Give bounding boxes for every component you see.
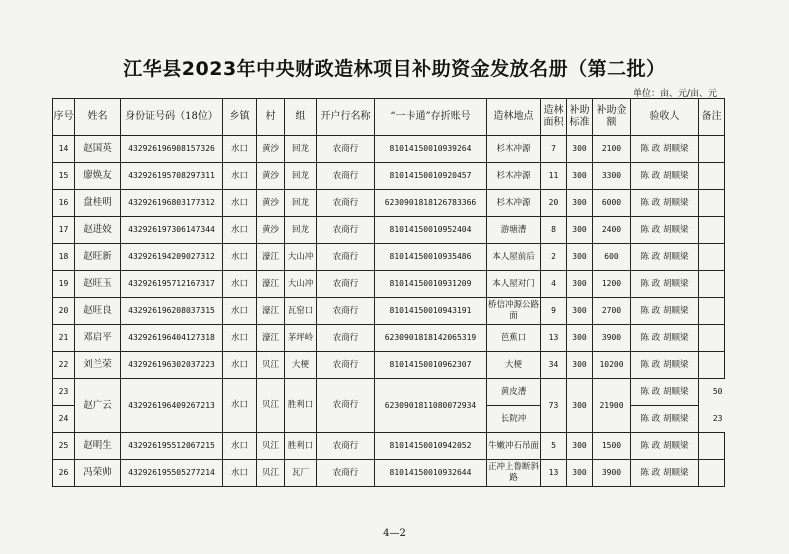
cell-rate: 300 bbox=[567, 163, 593, 190]
header-cell: 备注 bbox=[699, 99, 725, 136]
cell-inspector: 陈 政 胡顺梁 bbox=[631, 190, 699, 217]
cell-no: 16 bbox=[53, 190, 75, 217]
cell-no: 26 bbox=[53, 460, 75, 487]
cell-area: 8 bbox=[541, 217, 567, 244]
cell-inspector: 陈 政 胡顺梁 bbox=[631, 271, 699, 298]
cell-rate: 300 bbox=[567, 433, 593, 460]
cell-location: 本人屋对门 bbox=[487, 271, 541, 298]
cell-amount: 2400 bbox=[593, 217, 631, 244]
cell-inspector: 陈 政 胡顺梁 bbox=[631, 136, 699, 163]
table-row bbox=[53, 244, 725, 271]
cell-no: 17 bbox=[53, 217, 75, 244]
table-row bbox=[53, 136, 725, 163]
cell-town: 水口 bbox=[223, 244, 257, 271]
header-cell: 补助标准 bbox=[567, 99, 593, 136]
cell-location: 牛嫩冲石吊面 bbox=[487, 433, 541, 460]
cell-location: 桥信冲源公路面 bbox=[487, 298, 541, 325]
cell-location: 大梗 bbox=[487, 352, 541, 379]
cell-name: 赵旺良 bbox=[75, 298, 121, 325]
cell-group: 回龙 bbox=[285, 217, 317, 244]
cell-account: 6230901811080072934 bbox=[375, 379, 487, 433]
cell-area: 11 bbox=[541, 163, 567, 190]
cell-no: 24 bbox=[53, 406, 75, 433]
cell-inspector: 陈 政 胡顺梁 bbox=[631, 244, 699, 271]
cell-name: 赵旺新 bbox=[75, 244, 121, 271]
cell-id: 432926196908157326 bbox=[121, 136, 223, 163]
table-body bbox=[53, 136, 725, 487]
cell-rate: 300 bbox=[567, 379, 593, 433]
cell-inspector: 陈 政 胡顺梁 bbox=[631, 217, 699, 244]
cell-no: 25 bbox=[53, 433, 75, 460]
header-cell: 造林面积 bbox=[541, 99, 567, 136]
cell-town: 水口 bbox=[223, 136, 257, 163]
cell-name: 赵广云 bbox=[75, 379, 121, 433]
cell-village: 贝江 bbox=[257, 433, 285, 460]
header-cell: 造林地点 bbox=[487, 99, 541, 136]
table-row bbox=[53, 298, 725, 325]
cell-area: 2 bbox=[541, 244, 567, 271]
cell-account: 81014150010962307 bbox=[375, 352, 487, 379]
cell-location: 游塘漕 bbox=[487, 217, 541, 244]
cell-inspector: 陈 政 胡顺梁 bbox=[631, 433, 699, 460]
cell-rate: 300 bbox=[567, 217, 593, 244]
cell-group: 回龙 bbox=[285, 136, 317, 163]
cell-account: 81014150010943191 bbox=[375, 298, 487, 325]
table-row bbox=[53, 163, 725, 190]
cell-bank: 农商行 bbox=[317, 460, 375, 487]
cell-bank: 农商行 bbox=[317, 163, 375, 190]
cell-name: 赵国英 bbox=[75, 136, 121, 163]
cell-no: 23 bbox=[53, 379, 75, 406]
header-cell: 开户行名称 bbox=[317, 99, 375, 136]
header-cell: 村 bbox=[257, 99, 285, 136]
cell-name: 赵旺玉 bbox=[75, 271, 121, 298]
cell-amount: 21900 bbox=[593, 379, 631, 433]
cell-account: 81014150010935486 bbox=[375, 244, 487, 271]
header-cell: 序号 bbox=[53, 99, 75, 136]
cell-name: 赵明生 bbox=[75, 433, 121, 460]
cell-account: 81014150010920457 bbox=[375, 163, 487, 190]
cell-group: 瓦厂 bbox=[285, 460, 317, 487]
cell-remark: 23 bbox=[712, 413, 723, 423]
cell-name: 冯荣帅 bbox=[75, 460, 121, 487]
cell-village: 贝江 bbox=[257, 460, 285, 487]
cell-village: 黄沙 bbox=[257, 217, 285, 244]
cell-area: 13 bbox=[541, 325, 567, 352]
cell-area: 34 bbox=[541, 352, 567, 379]
cell-amount: 3900 bbox=[593, 460, 631, 487]
cell-remark bbox=[699, 190, 725, 217]
cell-location: 正冲上鲁断斜路 bbox=[487, 460, 541, 487]
cell-group: 胜利口 bbox=[285, 433, 317, 460]
cell-id: 432926196302037223 bbox=[121, 352, 223, 379]
cell-inspector: 陈 政 胡顺梁 bbox=[631, 163, 699, 190]
table-row bbox=[53, 271, 725, 298]
cell-town: 水口 bbox=[223, 190, 257, 217]
cell-rate: 300 bbox=[567, 460, 593, 487]
cell-account: 81014150010952404 bbox=[375, 217, 487, 244]
cell-remark bbox=[699, 433, 725, 460]
cell-area: 9 bbox=[541, 298, 567, 325]
cell-rate: 300 bbox=[567, 136, 593, 163]
cell-area: 20 bbox=[541, 190, 567, 217]
cell-town: 水口 bbox=[223, 352, 257, 379]
cell-amount: 3300 bbox=[593, 163, 631, 190]
cell-village: 濠江 bbox=[257, 325, 285, 352]
cell-inspector: 陈 政 胡顺梁 bbox=[631, 460, 699, 487]
table-row bbox=[53, 352, 725, 379]
cell-name: 刘兰荣 bbox=[75, 352, 121, 379]
cell-rate: 300 bbox=[567, 271, 593, 298]
cell-remark bbox=[699, 271, 725, 298]
cell-town: 水口 bbox=[223, 433, 257, 460]
cell-group: 瓦窑口 bbox=[285, 298, 317, 325]
cell-name: 盘桂明 bbox=[75, 190, 121, 217]
cell-remark bbox=[699, 163, 725, 190]
header-cell: 补助金额 bbox=[593, 99, 631, 136]
cell-area: 4 bbox=[541, 271, 567, 298]
cell-no: 19 bbox=[53, 271, 75, 298]
cell-inspector: 陈 政 胡顺梁 bbox=[631, 352, 699, 379]
cell-id: 432926196803177312 bbox=[121, 190, 223, 217]
cell-location: 杉木冲源 bbox=[487, 163, 541, 190]
cell-id: 432926195708297311 bbox=[121, 163, 223, 190]
cell-account: 81014150010931209 bbox=[375, 271, 487, 298]
cell-group: 大山冲 bbox=[285, 271, 317, 298]
cell-name: 赵进姣 bbox=[75, 217, 121, 244]
cell-town: 水口 bbox=[223, 460, 257, 487]
cell-bank: 农商行 bbox=[317, 217, 375, 244]
cell-village: 贝江 bbox=[257, 352, 285, 379]
table-row bbox=[53, 325, 725, 352]
table-header-row bbox=[53, 99, 725, 136]
cell-amount: 6000 bbox=[593, 190, 631, 217]
cell-location: 杉木冲源 bbox=[487, 136, 541, 163]
cell-village: 贝江 bbox=[257, 379, 285, 433]
cell-village: 濠江 bbox=[257, 271, 285, 298]
cell-town: 水口 bbox=[223, 217, 257, 244]
cell-bank: 农商行 bbox=[317, 352, 375, 379]
cell-location: 长院冲 bbox=[487, 406, 541, 433]
cell-id: 432926195505277214 bbox=[121, 460, 223, 487]
header-cell: 姓名 bbox=[75, 99, 121, 136]
cell-bank: 农商行 bbox=[317, 325, 375, 352]
table-row bbox=[53, 460, 725, 487]
cell-name: 邓启平 bbox=[75, 325, 121, 352]
cell-name: 廖焕友 bbox=[75, 163, 121, 190]
table-row-merged bbox=[53, 379, 725, 406]
table-row bbox=[53, 190, 725, 217]
unit-label: 单位：亩、元/亩、元 bbox=[632, 89, 717, 99]
header-cell: 验收人 bbox=[631, 99, 699, 136]
cell-amount: 1200 bbox=[593, 271, 631, 298]
cell-town: 水口 bbox=[223, 379, 257, 433]
table-row bbox=[53, 433, 725, 460]
cell-town: 水口 bbox=[223, 271, 257, 298]
cell-bank: 农商行 bbox=[317, 298, 375, 325]
cell-group: 回龙 bbox=[285, 163, 317, 190]
cell-remark bbox=[699, 325, 725, 352]
page-number: 4—2 bbox=[383, 528, 406, 539]
cell-village: 黄沙 bbox=[257, 136, 285, 163]
cell-amount: 2700 bbox=[593, 298, 631, 325]
cell-remark bbox=[699, 460, 725, 487]
cell-location: 本人屋前后 bbox=[487, 244, 541, 271]
cell-town: 水口 bbox=[223, 163, 257, 190]
cell-area: 7 bbox=[541, 136, 567, 163]
cell-remark: 50 bbox=[712, 387, 723, 397]
cell-village: 黄沙 bbox=[257, 163, 285, 190]
header-cell: 乡镇 bbox=[223, 99, 257, 136]
cell-area: 73 bbox=[541, 379, 567, 433]
cell-amount: 2100 bbox=[593, 136, 631, 163]
cell-group: 茅坪岭 bbox=[285, 325, 317, 352]
header-cell: 组 bbox=[285, 99, 317, 136]
cell-remark bbox=[699, 136, 725, 163]
cell-id: 432926196208037315 bbox=[121, 298, 223, 325]
cell-village: 濠江 bbox=[257, 298, 285, 325]
cell-id: 432926197306147344 bbox=[121, 217, 223, 244]
cell-remark bbox=[699, 217, 725, 244]
header-cell: “一卡通”存折账号 bbox=[375, 99, 487, 136]
cell-remark bbox=[699, 244, 725, 271]
cell-bank: 农商行 bbox=[317, 271, 375, 298]
cell-account: 81014150010939264 bbox=[375, 136, 487, 163]
cell-rate: 300 bbox=[567, 190, 593, 217]
cell-id: 432926196409267213 bbox=[121, 379, 223, 433]
cell-no: 20 bbox=[53, 298, 75, 325]
cell-village: 黄沙 bbox=[257, 190, 285, 217]
cell-town: 水口 bbox=[223, 325, 257, 352]
cell-inspector: 陈 政 胡顺梁 bbox=[631, 406, 699, 433]
cell-group: 大梗 bbox=[285, 352, 317, 379]
cell-village: 濠江 bbox=[257, 244, 285, 271]
cell-no: 21 bbox=[53, 325, 75, 352]
cell-amount: 600 bbox=[593, 244, 631, 271]
cell-bank: 农商行 bbox=[317, 433, 375, 460]
cell-group: 胜利口 bbox=[285, 379, 317, 433]
cell-bank: 农商行 bbox=[317, 379, 375, 433]
cell-group: 大山冲 bbox=[285, 244, 317, 271]
cell-id: 432926195512067215 bbox=[121, 433, 223, 460]
cell-remark bbox=[699, 298, 725, 325]
cell-location: 芭蕉口 bbox=[487, 325, 541, 352]
cell-account: 81014150010942052 bbox=[375, 433, 487, 460]
cell-rate: 300 bbox=[567, 244, 593, 271]
cell-account: 6230901818126783366 bbox=[375, 190, 487, 217]
cell-rate: 300 bbox=[567, 298, 593, 325]
cell-area: 5 bbox=[541, 433, 567, 460]
cell-account: 6230901818142065319 bbox=[375, 325, 487, 352]
cell-inspector: 陈 政 胡顺梁 bbox=[631, 298, 699, 325]
cell-rate: 300 bbox=[567, 325, 593, 352]
cell-amount: 3900 bbox=[593, 325, 631, 352]
header-cell: 身份证号码（18位） bbox=[121, 99, 223, 136]
cell-bank: 农商行 bbox=[317, 136, 375, 163]
page-title: 江华县2023年中央财政造林项目补助资金发放名册（第二批） bbox=[123, 58, 666, 80]
cell-amount: 1500 bbox=[593, 433, 631, 460]
cell-location: 黄皮漕 bbox=[487, 379, 541, 406]
cell-amount: 10200 bbox=[593, 352, 631, 379]
cell-no: 22 bbox=[53, 352, 75, 379]
cell-no: 14 bbox=[53, 136, 75, 163]
cell-group: 回龙 bbox=[285, 190, 317, 217]
cell-id: 432926196404127318 bbox=[121, 325, 223, 352]
cell-inspector: 陈 政 胡顺梁 bbox=[631, 379, 699, 406]
cell-bank: 农商行 bbox=[317, 190, 375, 217]
cell-remark bbox=[699, 352, 725, 379]
cell-inspector: 陈 政 胡顺梁 bbox=[631, 325, 699, 352]
cell-area: 13 bbox=[541, 460, 567, 487]
cell-town: 水口 bbox=[223, 298, 257, 325]
cell-no: 18 bbox=[53, 244, 75, 271]
cell-no: 15 bbox=[53, 163, 75, 190]
cell-account: 81014150010932644 bbox=[375, 460, 487, 487]
cell-id: 432926195712167317 bbox=[121, 271, 223, 298]
cell-bank: 农商行 bbox=[317, 244, 375, 271]
cell-rate: 300 bbox=[567, 352, 593, 379]
cell-id: 432926194209027312 bbox=[121, 244, 223, 271]
subsidy-table bbox=[52, 98, 725, 487]
cell-location: 杉木冲源 bbox=[487, 190, 541, 217]
table-row bbox=[53, 217, 725, 244]
